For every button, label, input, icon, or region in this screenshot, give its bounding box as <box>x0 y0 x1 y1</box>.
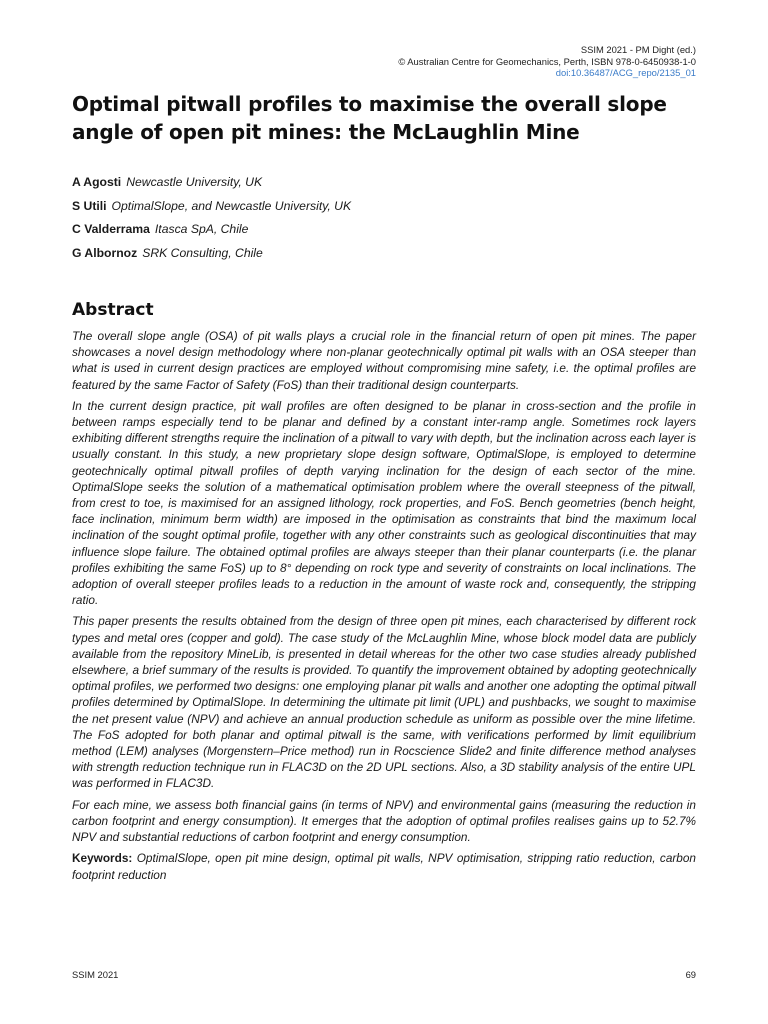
author-name: C Valderrama <box>72 222 150 236</box>
abstract-paragraph: For each mine, we assess both financial gains (in terms of NPV) and environmental gains (measuring the reduction in carbon footprint and energy consumption). It emerges that the adoption of optimal profiles realises gains up to 52.7% NPV and substantial reductions of carbon footprint and energy consumption. <box>72 797 696 845</box>
author-entry <box>72 219 351 243</box>
keywords-label: Keywords: <box>72 851 133 866</box>
keywords <box>72 850 696 882</box>
keywords-text: OptimalSlope, open pit mine design, optimal pit walls, NPV optimisation, stripping ratio reduction, carbon footprint reduction <box>72 851 696 882</box>
abstract-paragraph: The overall slope angle (OSA) of pit walls plays a crucial role in the financial return of open pit mines. The paper showcases a novel design methodology where non-planar geotechnically optimal pit walls with an OSA steeper than what is used in current design practices are employed without compromising mine safety, i.e. the optimal profiles are featured by the same Factor of Safety (FoS) than their traditional design counterparts. <box>72 329 696 392</box>
page-number: 69 <box>685 969 696 980</box>
author-name: S Utili <box>72 198 107 213</box>
doi-link[interactable]: doi:10.36487/ACG_repo/2135_01 <box>555 67 696 79</box>
author-entry <box>72 196 351 220</box>
copyright-line: © Australian Centre for Geomechanics, Perth, ISBN 978-0-6450938-1-0 <box>398 55 696 67</box>
abstract-body <box>72 328 696 888</box>
author-name: G Albornoz <box>72 245 138 260</box>
abstract-paragraph: This paper presents the results obtained from the design of three open pit mines, each characterised by different rock types and metal ores (copper and gold). The case study of the McLaughlin Mine, whose block model data are publicly available from the repository MineLib, is presented in detail whereas for the other two case studies already published elsewhere, a brief summary of the results is provided. To quantify the improvement obtained by adopting geotechnically optimal profiles, we performed two designs: one employing planar pit walls and another one adopting the optimal pitwall profiles determined by OptimalSlope. In determining the ultimate pit limit (UPL) and pushbacks, we sought to maximise the net present value (NPV) and achieve an annual production schedule as uniform as possible over the mine lifetime. The FoS adopted for both planar and optimal pitwall is the same, with verifications performed by limit equilibrium method (LEM) analyses (Morgenstern–Price method) run in Rocscience Slide2 and finite difference method analyses with strength reduction technique run in FLAC3D on the 2D UPL sections. Also, a 3D stability analysis of the entire UPL was performed in FLAC3D. <box>72 614 696 791</box>
paper-title: Optimal pitwall profiles to maximise the overall slope angle of open pit mines: the McLaughlin Mine <box>72 92 667 144</box>
abstract-paragraph: In the current design practice, pit wall profiles are often designed to be planar in cross-section and the profile in between ramps especially tend to be planar and defined by a constant inter-ramp angle. Sometimes rock layers exhibiting different strengths require the inclination of a pitwall to vary with depth, but the inclination across each layer is usually constant. In this study, a new proprietary slope design software, OptimalSlope, is employed to determine geotechnically optimal pitwall profiles of depth varying inclination for the design of each sector of the mine. OptimalSlope seeks the solution of a mathematical optimisation problem where the overall steepness of the pitwall, from crest to toe, is maximised for an assigned lithology, rock properties, and FoS. Bench geometries (bench height, face inclination, minimum berm width) are imposed in the optimisation as constraints that bind the maximum local inclination of the sought optimal profile, together with any other constraints such as geological discontinuities that may influence slope failure. The obtained optimal profiles are always steeper than their planar counterparts (i.e. the planar profiles exhibiting the same FoS) up to 8° depending on rock type and severity of constraints on local inclinations. The adoption of overall steeper profiles leads to a reduction in the amount of waste rock and, consequently, the stripping ratio. <box>72 398 696 608</box>
abstract-heading: Abstract <box>72 300 154 320</box>
author-entry <box>72 243 351 267</box>
author-affiliation: Newcastle University, UK <box>126 175 263 189</box>
author-list <box>72 172 351 266</box>
proceedings-line: SSIM 2021 - PM Dight (ed.) <box>580 44 696 55</box>
author-affiliation: SRK Consulting, Chile <box>142 245 263 260</box>
author-affiliation: OptimalSlope, and Newcastle University, UK <box>111 198 352 213</box>
author-affiliation: Itasca SpA, Chile <box>154 222 249 236</box>
author-name: A Agosti <box>72 175 122 189</box>
author-entry <box>72 172 351 196</box>
footer-conference: SSIM 2021 <box>72 969 119 980</box>
running-header <box>398 44 696 79</box>
